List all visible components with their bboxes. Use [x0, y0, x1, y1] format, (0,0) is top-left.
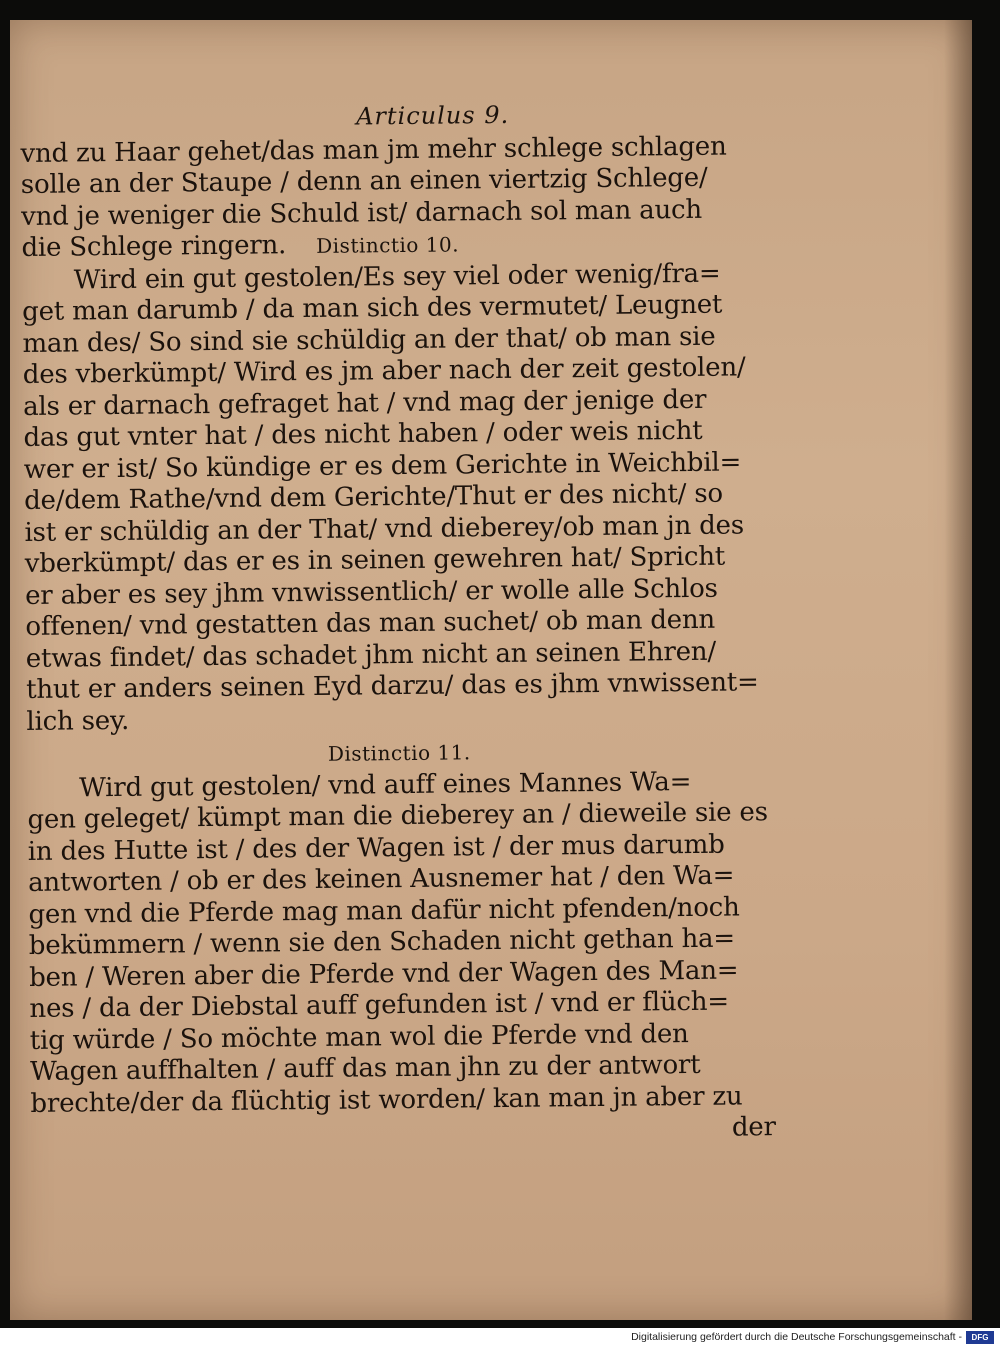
footer-bar — [0, 1328, 1000, 1348]
text-line: tig würde / So möchte man wol die Pferde vnd den — [29, 1018, 689, 1056]
text-line: nes / da der Diebstal auff gefunden ist / vnd er flüch= — [29, 986, 730, 1024]
paragraph-1 — [20, 131, 766, 233]
distinctio-10-heading: Distinctio 10. — [316, 232, 460, 258]
paragraph-2 — [22, 258, 772, 738]
text-line: er aber es sey jhm vnwissentlich/ er wolle alle Schlos — [24, 573, 718, 611]
text-line: des vberkümpt/ Wird es jm aber nach der zeit gestolen/ — [22, 352, 746, 390]
text-line: wer er ist/ So kündige er es dem Gerichte in Weichbil= — [23, 446, 742, 485]
text-line: gen vnd die Pferde mag man dafür nicht pfenden/noch — [28, 892, 740, 930]
text-line: Wird gut gestolen/ vnd auff eines Mannes Wa= — [78, 766, 692, 803]
distinctio-11-heading: Distinctio 11. — [327, 740, 471, 766]
text-line: get man darumb / da man sich des vermutet/ Leugnet — [22, 289, 723, 327]
text-line: Wagen auffhalten / auff das man jhn zu der antwort — [29, 1049, 701, 1087]
text-line-content: die Schlege ringern. — [21, 230, 287, 263]
text-line: man des/ So sind sie schüldig an der that/ ob man sie — [22, 321, 716, 359]
text-line: etwas findet/ das schadet jhm nicht an seinen Ehren/ — [25, 636, 717, 674]
text-line: das gut vnter hat / des nicht haben / oder weis nicht — [23, 415, 703, 453]
footer-credit: Digitalisierung gefördert durch die Deutsche Forschungsgemeinschaft - — [631, 1331, 962, 1343]
text-line: vberkümpt/ das er es in seinen gewehren hat/ Spricht — [24, 541, 726, 579]
text-line: lich sey. — [26, 705, 130, 737]
text-line: vnd je weniger die Schuld ist/ darnach sol man auch — [21, 194, 703, 232]
text-line: als er darnach gefraget hat / vnd mag der jenige der — [23, 384, 707, 422]
text-line: solle an der Staupe / denn an einen viertzig Schlege/ — [20, 162, 708, 200]
text-line: antworten / ob er des keinen Ausnemer hat / den Wa= — [27, 860, 735, 898]
text-line: offenen/ vnd gestatten das man suchet/ ob man denn — [25, 604, 716, 642]
text-line: ist er schüldig an der That/ vnd dieberey/ob man jn des — [24, 509, 745, 548]
text-line: in des Hutte ist / des der Wagen ist / der mus darumb — [27, 829, 725, 867]
text-line: bekümmern / wenn sie den Schaden nicht gethan ha= — [28, 923, 736, 961]
text-line: brechte/der da flüchtig ist worden/ kan man jn aber zu — [30, 1080, 743, 1119]
dfg-logo: DFG — [966, 1331, 994, 1344]
paragraph-3 — [27, 766, 776, 1120]
text-line: gen geleget/ kümpt man die dieberey an / dieweile sie es — [27, 797, 768, 835]
catchword: der — [731, 1112, 776, 1143]
text-line: ben / Weren aber die Pferde vnd der Wagen des Man= — [28, 955, 739, 993]
text-line: vnd zu Haar gehet/das man jm mehr schlege schlagen — [20, 131, 727, 169]
text-block — [20, 97, 776, 1151]
text-line: thut er anders seinen Eyd darzu/ das es jhm vnwissent= — [25, 667, 759, 705]
text-line: Wird ein gut gestolen/Es sey viel oder wenig/fra= — [73, 258, 721, 295]
text-line: de/dem Rathe/vnd dem Gerichte/Thut er des nicht/ so — [23, 478, 724, 516]
running-head: Articulus 9. — [355, 100, 510, 131]
page-fold-shadow — [944, 20, 972, 1320]
